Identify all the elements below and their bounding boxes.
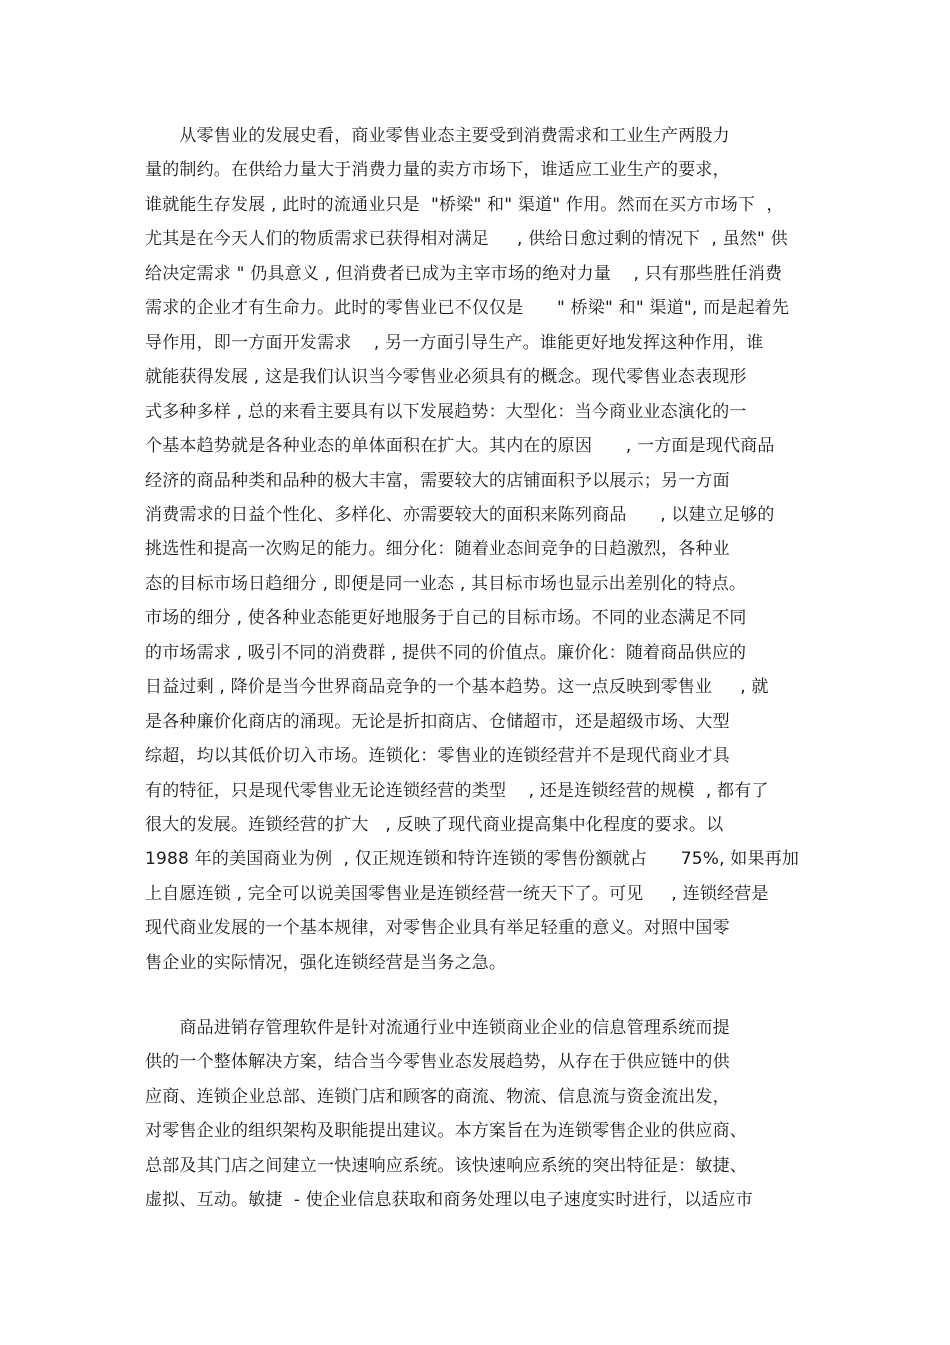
text-line: 的市场需求 , 吸引不同的消费群 , 提供不同的价值点。廉价化：随着商品供应的 [145, 642, 747, 663]
text-line: 对零售企业的组织架构及职能提出建议。本方案旨在为连锁零售企业的供应商、 [145, 1121, 747, 1142]
text-line: 上自愿连锁 , 完全可以说美国零售业是连锁经营一统天下了。可见 , 连锁经营是 [145, 883, 769, 904]
text-line: 谁就能生存发展 , 此时的流通业只是 "桥梁" 和" 渠道" 作用。然而在买方市场下 ， [145, 194, 784, 215]
text-line: 1988 年的美国商业为例 , 仅正规连锁和特许连锁的零售份额就占 75%, 如果再加 [145, 849, 800, 870]
text-line: 消费需求的日益个性化、多样化、亦需要较大的面积来陈列商品 , 以建立足够的 [145, 504, 775, 525]
text-line: 就能获得发展 , 这是我们认识当今零售业必须具有的概念。现代零售业态表现形 [145, 367, 747, 388]
text-line: 商品进销存管理软件是针对流通行业中连锁商业企业的信息管理系统而提 [145, 1018, 730, 1038]
text-line: 尤其是在今天人们的物质需求已获得相对满足 , 供给日愈过剩的情况下 , 虽然" 供 [145, 229, 788, 250]
text-line: 给决定需求 " 仍具意义 , 但消费者已成为主宰市场的绝对力量 , 只有那些胜任消费 [145, 263, 783, 284]
text-line: 需求的企业才有生命力。此时的零售业已不仅仅是 " 桥梁" 和" 渠道", 而是起着先 [145, 298, 790, 319]
text-line: 很大的发展。连锁经营的扩大 , 反映了现代商业提高集中化程度的要求。以 [145, 815, 724, 835]
text-line: 导作用，即一方面开发需求 , 另一方面引导生产。谁能更好地发挥这种作用，谁 [145, 332, 764, 353]
text-line: 有的特征，只是现代零售业无论连锁经营的类型 , 还是连锁经营的规模 , 都有了 [145, 780, 769, 801]
text-line: 挑选性和提高一次购足的能力。细分化：随着业态间竞争的日趋激烈，各种业 [145, 539, 730, 560]
text-line: 供的一个整体解决方案，结合当今零售业态发展趋势，从存在于供应链中的供 [145, 1052, 730, 1073]
text-line: 个基本趋势就是各种业态的单体面积在扩大。其内在的原因 , 一方面是现代商品 [145, 436, 775, 457]
text-line: 从零售业的发展史看，商业零售业态主要受到消费需求和工业生产两股力 [145, 126, 730, 146]
text-line: 售企业的实际情况，强化连锁经营是当务之急。 [145, 952, 507, 973]
text-line: 日益过剩 , 降价是当今世界商品竞争的一个基本趋势。这一点反映到零售业 , 就 [145, 677, 769, 698]
text-line: 综超，均以其低价切入市场。连锁化：零售业的连锁经营并不是现代商业才具 [145, 746, 730, 767]
text-line: 市场的细分 , 使各种业态能更好地服务于自己的目标市场。不同的业态满足不同 [145, 608, 747, 629]
text-line: 是各种廉价化商店的涌现。无论是折扣商店、仓储超市，还是超级市场、大型 [145, 711, 730, 732]
text-line: 经济的商品种类和品种的极大丰富，需要较大的店铺面积予以展示；另一方面 [145, 470, 730, 491]
text-line: 式多种多样 , 总的来看主要具有以下发展趋势：大型化：当今商业业态演化的一 [145, 401, 747, 422]
text-line: 现代商业发展的一个基本规律，对零售企业具有举足轻重的意义。对照中国零 [145, 918, 730, 939]
text-line: 应商、连锁企业总部、连锁门店和顾客的商流、物流、信息流与资金流出发， [145, 1086, 730, 1107]
text-line: 虚拟、互动。敏捷 - 使企业信息获取和商务处理以电子速度实时进行，以适应市 [145, 1190, 753, 1210]
text-line: 态的目标市场日趋细分 , 即便是同一业态 , 其目标市场也显示出差别化的特点。 [145, 573, 747, 594]
text-line: 量的制约。在供给力量大于消费力量的卖方市场下，谁适应工业生产的要求， [145, 160, 730, 181]
text-line: 总部及其门店之间建立一快速响应系统。该快速响应系统的突出特征是：敏捷、 [145, 1155, 747, 1176]
